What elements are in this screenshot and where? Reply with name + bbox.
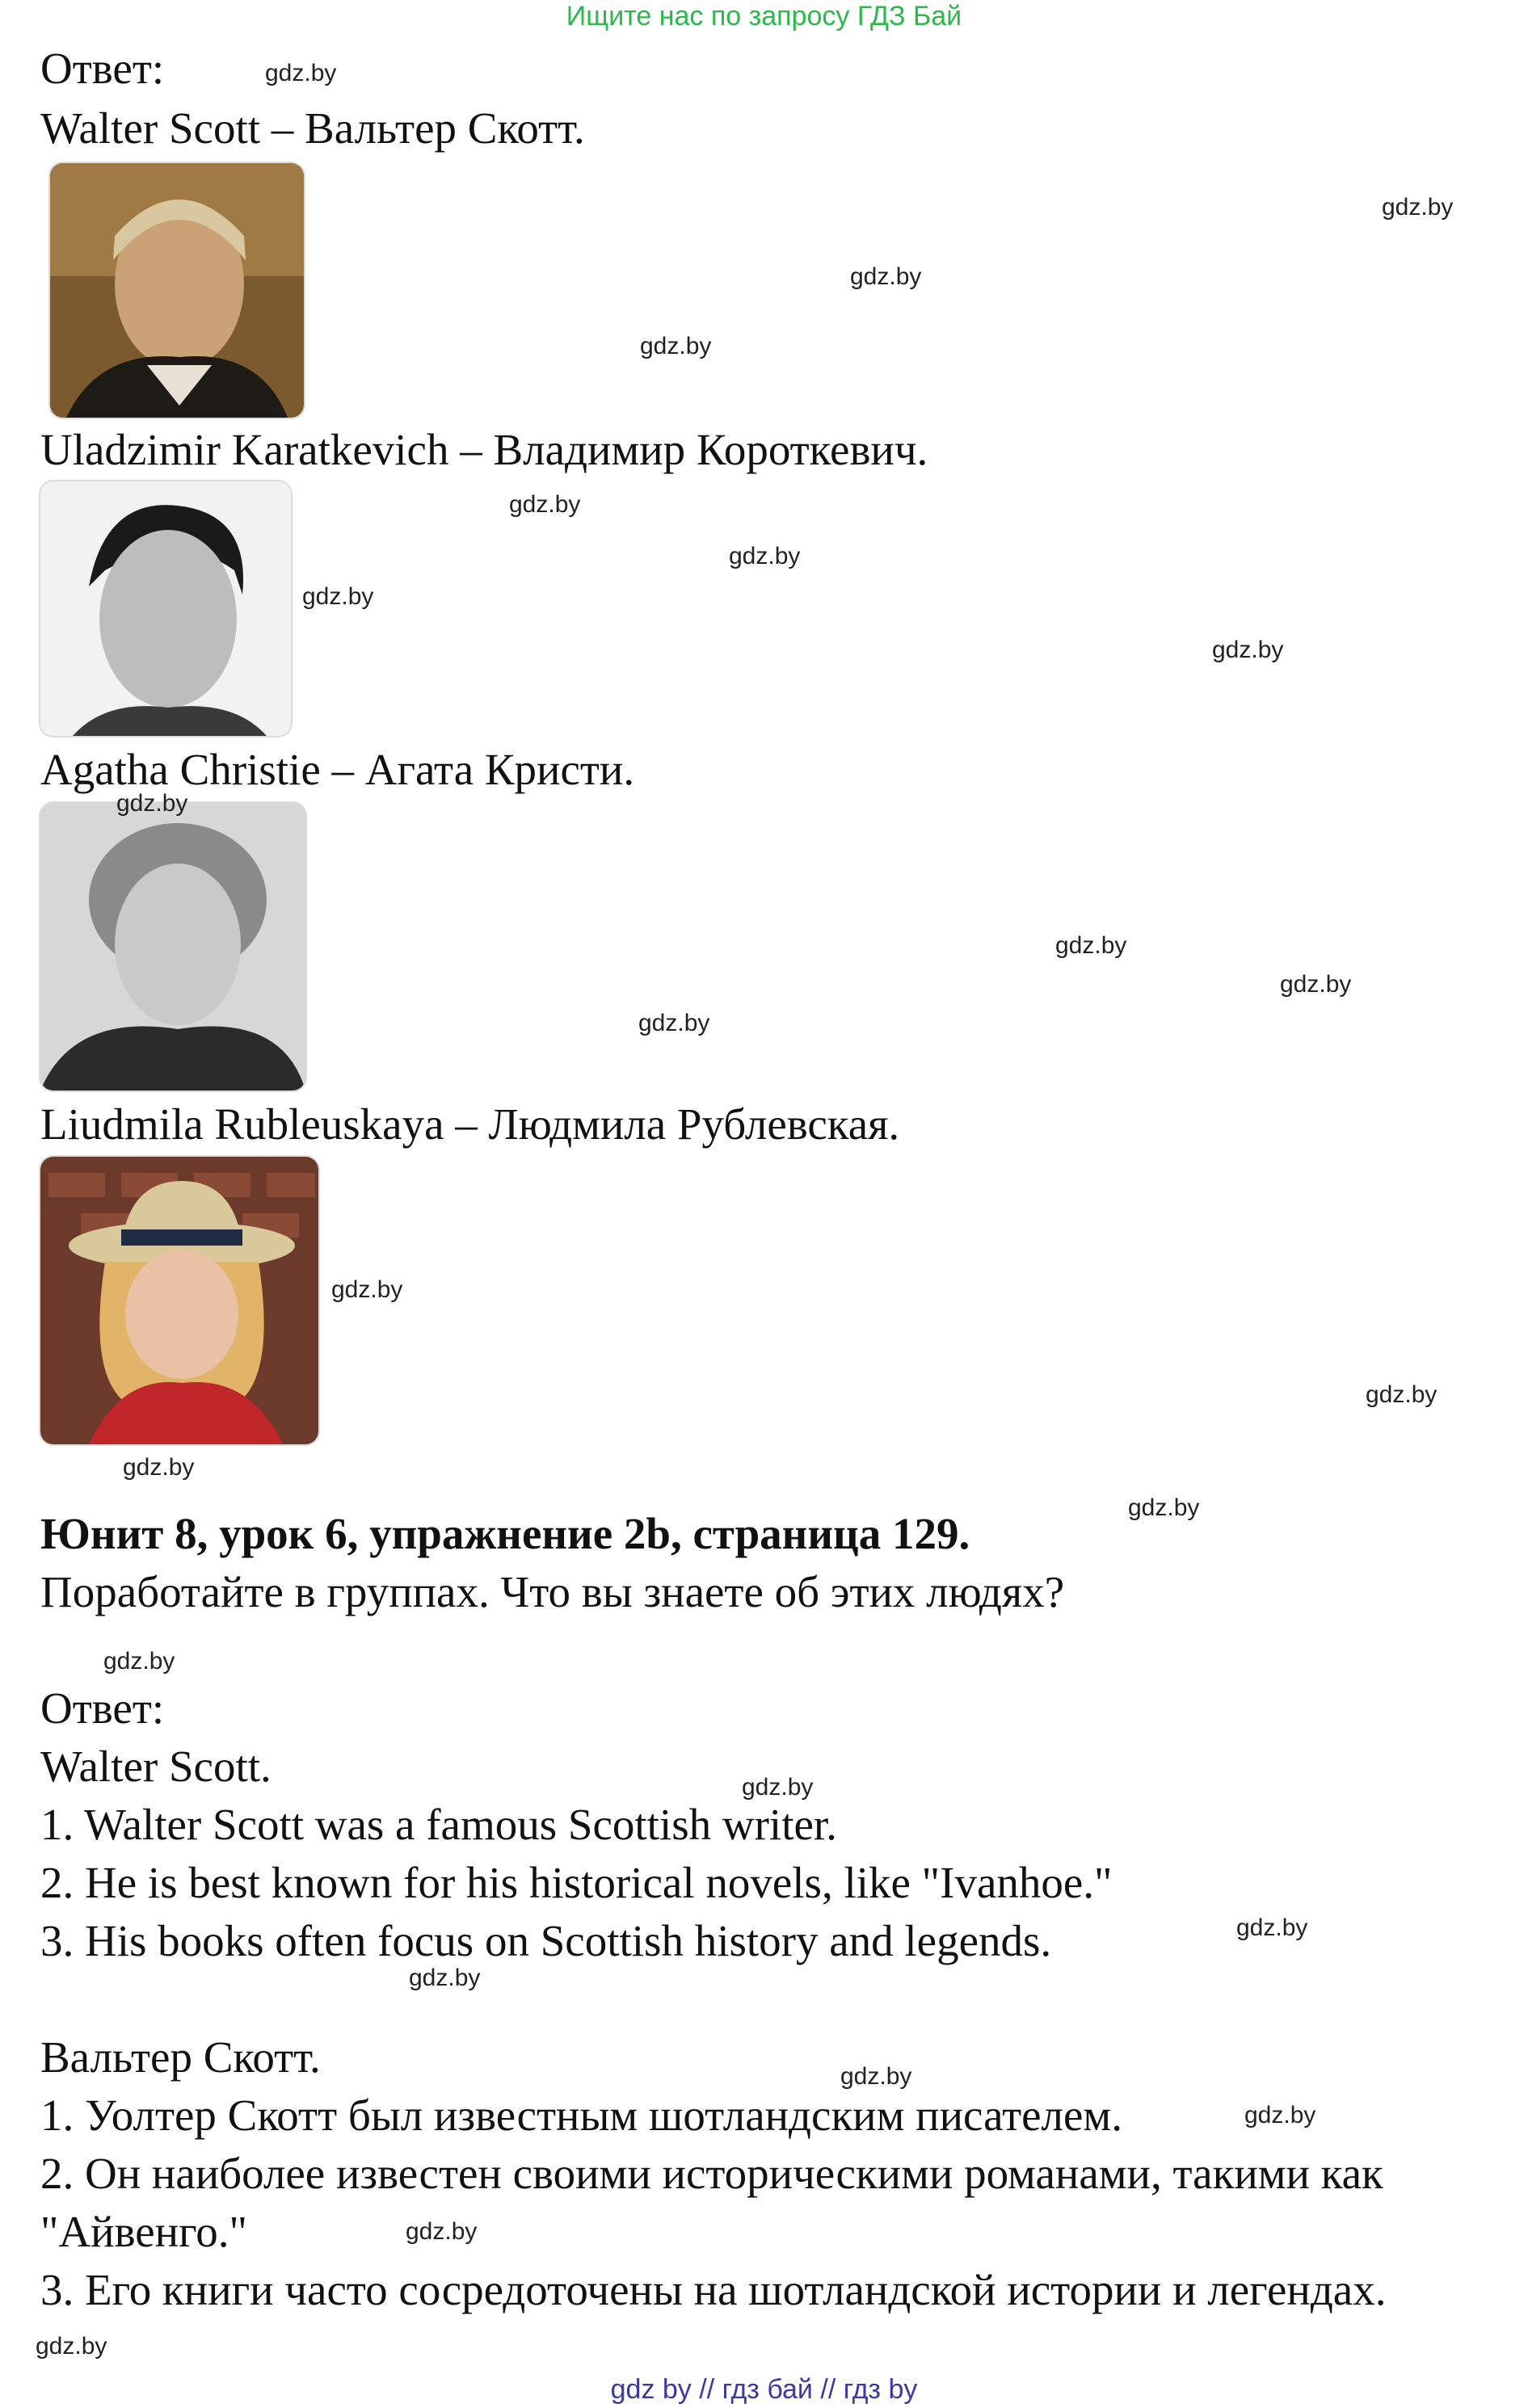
answer-label: Ответ: [40,1683,165,1733]
watermark: gdz.by [406,2218,478,2245]
exercise-task: Поработайте в группах. Что вы знаете об этих людях? [40,1567,1065,1616]
watermark: gdz.by [1366,1381,1437,1408]
watermark: gdz.by [1280,971,1352,998]
russian-line: 3. Его книги часто сосредоточены на шотландской истории и легендах. [40,2265,1387,2314]
footer-links: gdz by // гдз бай // гдз by [610,2374,918,2405]
watermark: gdz.by [1244,2102,1316,2129]
portrait-agatha-christie [40,803,305,1091]
watermark: gdz.by [123,1454,195,1481]
watermark: gdz.by [1236,1914,1308,1941]
author-caption-christie: Agatha Christie – Агата Кристи. [40,745,635,794]
watermark: gdz.by [409,1965,481,1991]
watermark: gdz.by [103,1648,175,1675]
watermark: gdz.by [1382,194,1454,221]
russian-title: Вальтер Скотт. [40,2032,321,2082]
watermark: gdz.by [1128,1494,1200,1521]
top-banner: Ищите нас по запросу ГДЗ Бай [566,1,962,32]
watermark: gdz.by [302,583,374,610]
english-line: 3. His books often focus on Scottish history and legends. [40,1916,1052,1965]
answer-label: Ответ: [40,44,165,93]
author-caption-karatkevich: Uladzimir Karatkevich – Владимир Короткевич. [40,425,928,474]
watermark: gdz.by [840,2063,912,2090]
portrait-liudmila-rubleuskaya [40,1157,318,1444]
english-title: Walter Scott. [40,1742,272,1791]
english-line: 1. Walter Scott was a famous Scottish writer. [40,1800,837,1849]
exercise-heading: Юнит 8, урок 6, упражнение 2b, страница 129. [40,1509,970,1558]
watermark: gdz.by [742,1774,814,1801]
english-line: 2. He is best known for his historical novels, like "Ivanhoe." [40,1858,1113,1907]
watermark: gdz.by [850,263,922,290]
watermark: gdz.by [265,60,337,86]
watermark: gdz.by [729,543,801,569]
portrait-walter-scott [50,163,304,418]
portrait-karatkevich [40,481,291,736]
author-caption-scott: Walter Scott – Вальтер Скотт. [40,103,585,153]
watermark: gdz.by [640,333,712,359]
watermark: gdz.by [36,2333,107,2360]
russian-line: "Айвенго." [40,2207,247,2256]
watermark: gdz.by [116,790,188,817]
watermark: gdz.by [1055,932,1127,959]
russian-line: 2. Он наиболее известен своими историческими романами, такими как [40,2149,1383,2198]
watermark: gdz.by [1212,637,1284,663]
watermark: gdz.by [638,1010,710,1036]
author-caption-rubleuskaya: Liudmila Rubleuskaya – Людмила Рублевская. [40,1099,900,1149]
russian-line: 1. Уолтер Скотт был известным шотландским писателем. [40,2091,1122,2140]
watermark: gdz.by [509,491,581,518]
watermark: gdz.by [331,1276,403,1303]
